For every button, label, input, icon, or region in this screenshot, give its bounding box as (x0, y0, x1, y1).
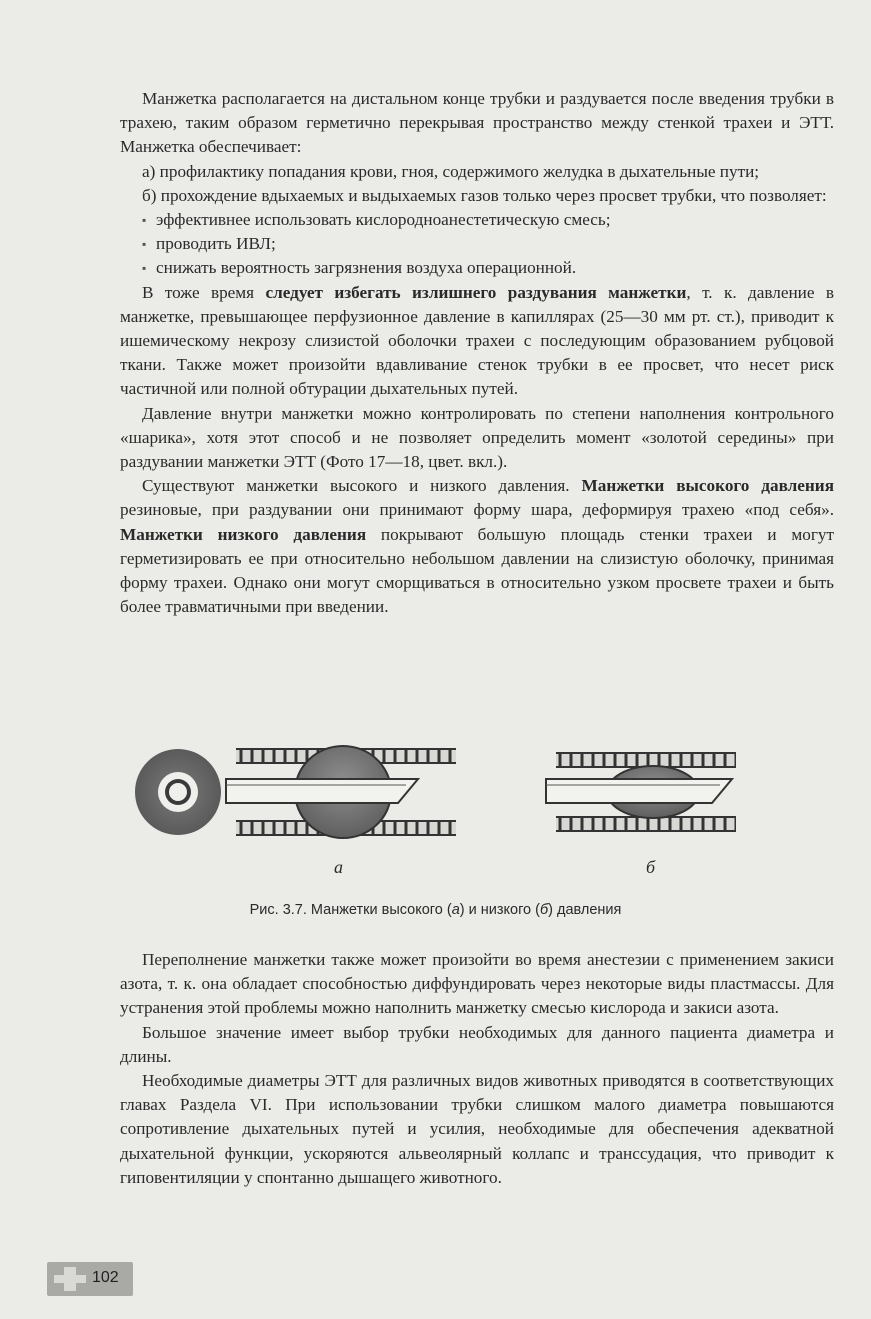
figure-cuffs (128, 735, 738, 885)
bullet-item: ▪ проводить ИВЛ; (120, 232, 834, 256)
low-pressure-cuff-diagram (546, 753, 736, 831)
text-span: , т. к. давление в манжетке, превышающее перфузионное давление в капиллярах (25—30 мм рт. ст.), приводит к ишемическому некрозу слизистой оболочки трахеи с последующим образованием рубцовой ткани. Также может произойти вдавливание стенок трубки в ее просвет, что несет риск частичной или полной обтурации дыхательных путей. (120, 282, 834, 399)
text-block-top (120, 87, 834, 619)
medical-cross-icon (52, 1265, 88, 1293)
caption-text: Рис. 3.7. Манжетки высокого ( (249, 902, 452, 918)
text-block-bottom (120, 948, 834, 1190)
bullet-item: ▪ снижать вероятность загрязнения воздуха операционной. (120, 256, 834, 280)
figure-label-a: а (334, 857, 343, 877)
caption-text: ) и низкого ( (459, 902, 540, 918)
figure-caption (0, 902, 871, 918)
high-pressure-cuff-diagram (226, 746, 456, 838)
caption-letter-b: б (539, 902, 549, 918)
text-span: Существуют манжетки высокого и низкого давления. (142, 476, 582, 496)
tube-cross-section (135, 749, 221, 835)
bold-phrase: Манжетки высокого давления (581, 476, 835, 496)
paragraph: а) профилактику попадания крови, гноя, содержимого желудка в дыхательные пути; (142, 161, 760, 181)
paragraph: Манжетка располагается на дистальном конце трубки и раздувается после введения трубки в трахею, таким образом герметично перекрывая пространство между стенкой трахеи и ЭТТ. Манжетка обеспечивает: (120, 89, 834, 157)
bullet-item: ▪ эффективнее использовать кислородноанестетическую смесь; (120, 208, 834, 232)
text-span: покрывают большую площадь стенки трахеи и могут герметизировать ее при относительно небольшом давлении на слизистую оболочку, принимая форму трахеи. Однако они могут сморщиваться в относительно узком просвете трахеи и быть более травматичными при введении. (120, 524, 834, 617)
paragraph: Давление внутри манжетки можно контролировать по степени наполнения контрольного «шарика», хотя этот способ и не позволяет определить момент «золотой середины» при раздувании манжетки ЭТТ (Фото 17—18, цвет. вкл.). (120, 403, 834, 472)
figure-label-b: б (646, 857, 656, 877)
paragraph (120, 474, 834, 619)
bold-phrase: Манжетки низкого давления (120, 524, 367, 544)
caption-letter-a: а (451, 902, 460, 918)
paragraph: Переполнение манжетки также может произойти во время анестезии с применением закиси азота, т. к. она обладает способностью диффундировать через некоторые виды пластмассы. Для устранения этой проблемы можно наполнить манжетку смесью кислорода и закиси азота. (120, 950, 834, 1018)
caption-text: ) давления (548, 902, 622, 918)
bold-phrase: следует избегать излишнего раздувания манжетки (265, 282, 687, 302)
text-span: В тоже время (142, 282, 266, 302)
text-span: резиновые, при раздувании они принимают форму шара, деформируя трахею «под себя». (120, 500, 834, 520)
paragraph: Необходимые диаметры ЭТТ для различных видов животных приводятся в соответствующих главах Раздела VI. При использовании трубки слишком малого диаметра повышаются сопротивление дыхательных путей и усилия, необходимые для обеспечения адекватной дыхательной функции, ускоряются альвеолярный коллапс и транссудация, что приводит к гиповентиляции у спонтанно дышащего животного. (120, 1071, 834, 1187)
paragraph: б) прохождение вдыхаемых и выдыхаемых газов только через просвет трубки, что позволяет: (142, 185, 827, 205)
page-number: 102 (92, 1269, 119, 1286)
paragraph (120, 281, 834, 402)
paragraph: Большое значение имеет выбор трубки необходимых для данного пациента диаметра и длины. (120, 1022, 834, 1066)
